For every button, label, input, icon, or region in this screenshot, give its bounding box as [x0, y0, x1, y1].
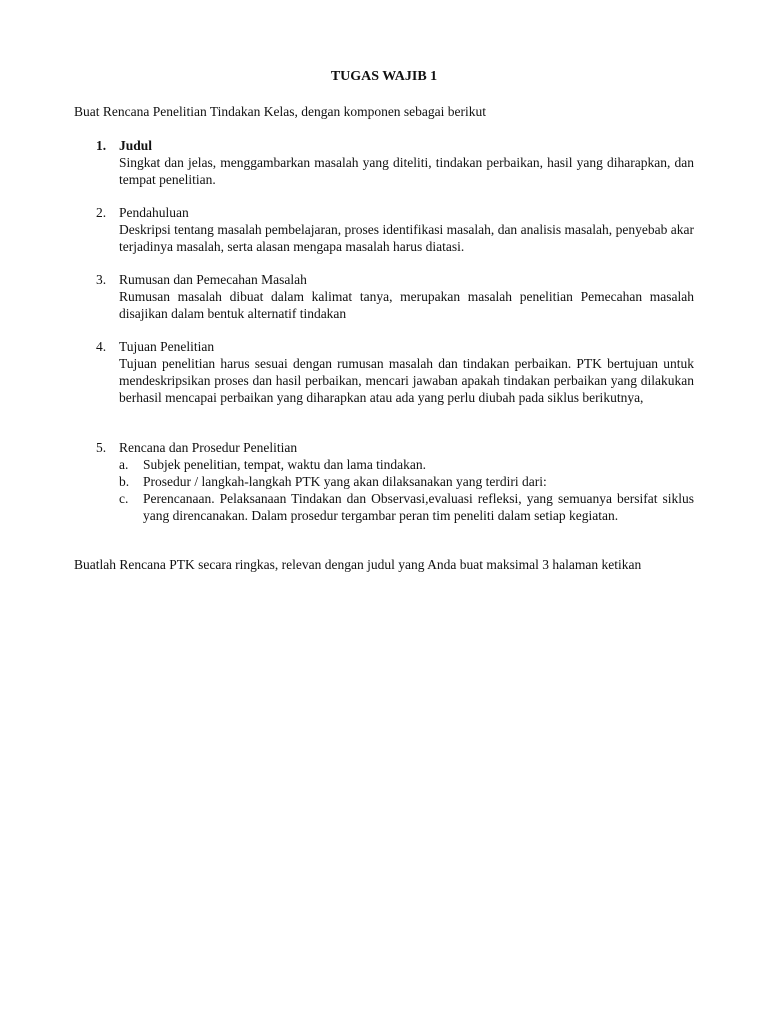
list-letter: b. — [119, 474, 130, 489]
section-number: 2. — [96, 205, 107, 220]
section-number: 5. — [96, 440, 107, 455]
list-letter: c. — [119, 491, 129, 506]
section-body: Rumusan masalah dibuat dalam kalimat tanya, merupakan masalah penelitian Pemecahan masalah disajikan dalam bentuk alternatif tindakan — [119, 289, 694, 321]
section-heading: Rencana dan Prosedur Penelitian — [119, 440, 298, 455]
section-heading: Rumusan dan Pemecahan Masalah — [119, 272, 307, 287]
section-number: 3. — [96, 272, 107, 287]
section-number: 1. — [96, 138, 107, 153]
document-title: TUGAS WAJIB 1 — [330, 69, 438, 84]
list-text: Prosedur / langkah-langkah PTK yang akan dilaksanakan yang terdiri dari: — [143, 474, 547, 489]
section-heading: Pendahuluan — [119, 205, 189, 220]
list-text: Perencanaan. Pelaksanaan Tindakan dan Observasi,evaluasi refleksi, yang semuanya bersifat siklus yang direncanakan. Dalam prosedur tergambar peran tim peneliti dalam setiap kegiatan. — [143, 491, 694, 523]
intro-paragraph: Buat Rencana Penelitian Tindakan Kelas, dengan komponen sebagai berikut — [74, 104, 487, 119]
section-body: Singkat dan jelas, menggambarkan masalah yang diteliti, tindakan perbaikan, hasil yang diharapkan, dan tempat penelitian. — [119, 155, 694, 187]
section-body: Deskripsi tentang masalah pembelajaran, proses identifikasi masalah, dan analisis masalah, penyebab akar terjadinya masalah, serta alasan mengapa masalah harus diatasi. — [119, 222, 694, 254]
list-letter: a. — [119, 457, 129, 472]
section-number: 4. — [96, 339, 107, 354]
section-heading: Tujuan Penelitian — [119, 339, 215, 354]
section-heading: Judul — [119, 138, 153, 153]
section-body: Tujuan penelitian harus sesuai dengan rumusan masalah dan tindakan perbaikan. PTK bertujuan untuk mendeskripsikan proses dan hasil perbaikan, mencari jawaban apakah tindakan perbaikan yang dilakukan berhasil mencapai perbaikan yang diharapkan atau ada yang perlu diubah pada siklus berikutnya, — [119, 356, 694, 405]
list-text: Subjek penelitian, tempat, waktu dan lama tindakan. — [143, 457, 427, 472]
closing-paragraph: Buatlah Rencana PTK secara ringkas, relevan dengan judul yang Anda buat maksimal 3 halaman ketikan — [74, 557, 642, 572]
